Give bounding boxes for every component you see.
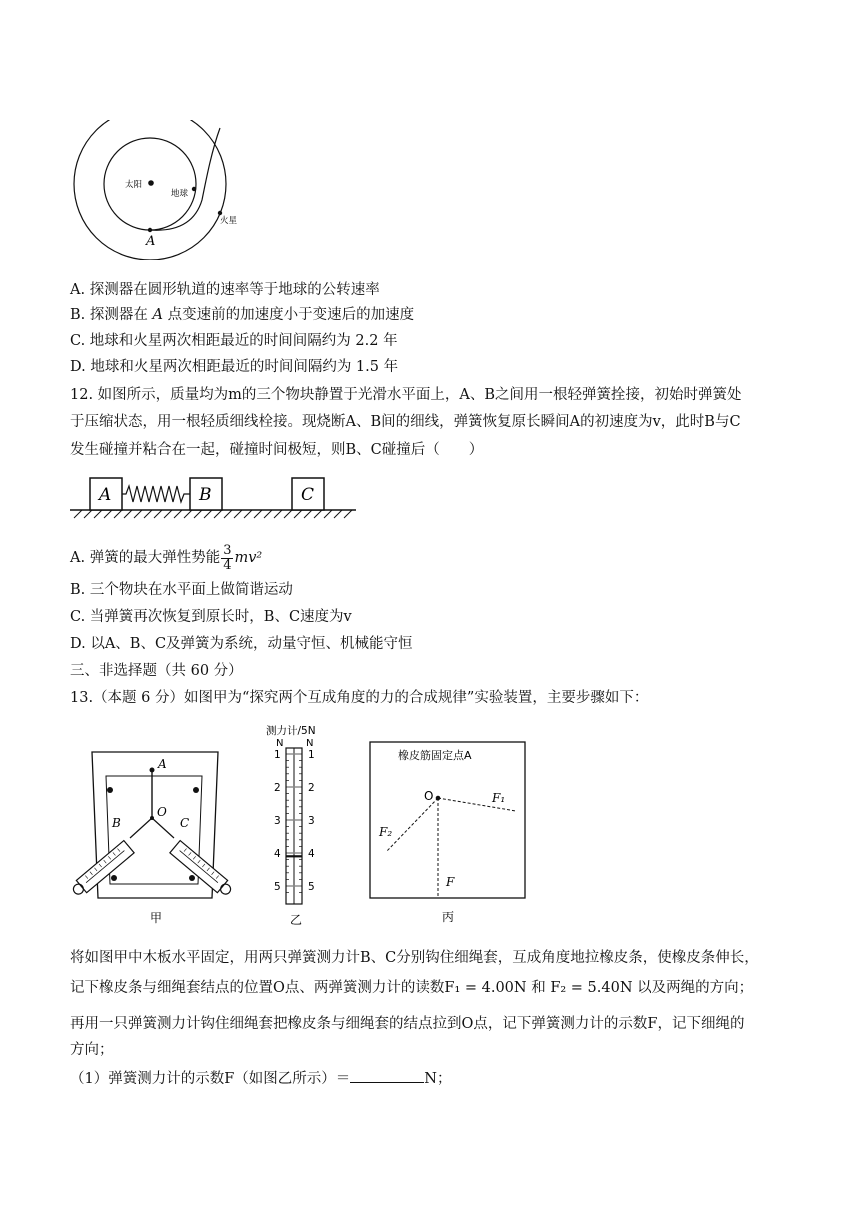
orbit-diagram	[70, 120, 270, 260]
yi-n-left: N	[276, 738, 284, 749]
q12-option-a-post: mv²	[234, 550, 263, 566]
q13-stem: 13.（本题 6 分）如图甲为“探究两个互成角度的力的合成规律”实验装置，主要步骤如下：	[70, 690, 649, 706]
yi-n-right: N	[306, 738, 314, 749]
sun-label: 太阳	[125, 180, 143, 190]
q13-subquestion-1-post: N；	[424, 1071, 452, 1087]
ground-hatch	[74, 510, 352, 518]
bing-label-f: F	[446, 875, 455, 889]
bing-label-o: O	[424, 789, 434, 803]
scale-tick-label: 1	[274, 749, 281, 761]
q11-option-a: A. 探测器在圆形轨道的速率等于地球的公转速率	[70, 282, 380, 298]
figure-bing	[368, 740, 530, 930]
q12-option-a-pre: A. 弹簧的最大弹性势能	[70, 550, 221, 566]
earth-label: 地球	[171, 189, 189, 199]
scale-tick-label: 2	[308, 782, 315, 794]
scale-tick-label: 4	[308, 848, 315, 860]
figure-bing-diagram	[368, 740, 530, 930]
q13-subquestion-1-pre: （1）弹簧测力计的示数F（如图乙所示）＝	[70, 1071, 351, 1087]
q11-option-b	[70, 305, 414, 325]
figure-yi-diagram	[262, 722, 342, 932]
jia-label-o: O	[157, 805, 167, 819]
spring	[122, 486, 190, 502]
block-c-label: C	[301, 485, 315, 505]
force-f2	[386, 798, 438, 852]
block-a-label: A	[99, 485, 112, 505]
q13-paragraph4: 方向；	[70, 1042, 114, 1058]
bing-label-f2: F₂	[379, 825, 393, 839]
jia-label-c: C	[180, 816, 190, 830]
yi-caption: 乙	[290, 913, 303, 927]
q11-option-c: C. 地球和火星两次相距最近的时间间隔约为 2.2 年	[70, 333, 398, 349]
scale-tick-label: 3	[274, 815, 281, 827]
bing-title: 橡皮筋固定点A	[398, 749, 472, 762]
point-a-label: A	[146, 234, 156, 249]
bing-label-f1: F₁	[492, 791, 506, 805]
q12-option-a	[70, 540, 262, 576]
scale-tick-label: 5	[274, 881, 281, 893]
scale-tick-label: 1	[308, 749, 315, 761]
jia-label-b: B	[112, 816, 121, 830]
point-a-dot	[148, 228, 152, 232]
fraction-denominator: 4	[223, 557, 232, 573]
figure-yi	[262, 722, 342, 932]
q11-option-d: D. 地球和火星两次相距最近的时间间隔约为 1.5 年	[70, 359, 399, 375]
q11-option-b-post: 点变速前的加速度小于变速后的加速度	[162, 307, 415, 323]
scale-tick-label: 4	[274, 848, 281, 860]
blocks-diagram	[70, 474, 360, 524]
bing-caption: 丙	[442, 910, 455, 924]
q12-stem-line3: 发生碰撞并粘合在一起，碰撞时间极短，则B、C碰撞后（ ）	[70, 442, 484, 458]
transfer-orbit	[150, 128, 220, 230]
figure-jia-diagram	[70, 748, 240, 928]
earth-dot	[192, 187, 196, 191]
q13-subquestion-1	[70, 1068, 451, 1089]
scale-tick-label: 5	[308, 881, 315, 893]
q11-option-b-pre: B. 探测器在	[70, 307, 153, 323]
fraction-numerator: 3	[223, 542, 232, 558]
q12-option-c: C. 当弹簧再次恢复到原长时，B、C速度为v	[70, 609, 352, 625]
scale-tick-label: 3	[308, 815, 315, 827]
orbit-figure	[70, 120, 270, 260]
q12-stem-line1: 12. 如图所示，质量均为m的三个物块静置于光滑水平面上，A、B之间用一根轻弹簧拴接，初始时弹簧处	[70, 387, 742, 403]
jia-caption: 甲	[150, 911, 163, 925]
q13-paragraph3: 再用一只弹簧测力计钩住细绳套把橡皮条与细绳套的结点拉到O点，记下弹簧测力计的示数F，记下细绳的	[70, 1016, 745, 1032]
q13-paragraph1: 将如图甲中木板水平固定，用两只弹簧测力计B、C分别钩住细绳套，互成角度地拉橡皮条，使橡皮条伸长，	[70, 950, 759, 966]
q11-option-b-var: A	[152, 307, 163, 323]
spring-scale-c	[170, 841, 235, 899]
fraction-3-4	[221, 544, 233, 573]
spring-scale-b	[70, 841, 134, 899]
q13-paragraph2: 记下橡皮条与细绳套结点的位置O点、两弹簧测力计的读数F₁ = 4.00N 和 F₂ = 5.40N 以及两绳的方向；	[70, 980, 754, 996]
mars-label: 火星	[220, 216, 238, 226]
sun-dot	[148, 180, 154, 186]
figure-jia	[70, 748, 240, 928]
section-3-heading: 三、非选择题（共 60 分）	[70, 663, 243, 679]
block-b-label: B	[199, 485, 212, 505]
answer-blank[interactable]	[350, 1068, 424, 1083]
mars-dot	[218, 211, 222, 215]
scale-tick-label: 2	[274, 782, 281, 794]
yi-title: 测力计/5N	[266, 725, 316, 737]
q12-option-d: D. 以A、B、C及弹簧为系统，动量守恒、机械能守恒	[70, 636, 413, 652]
jia-label-a: A	[158, 757, 167, 771]
q12-stem-line2: 于压缩状态，用一根轻质细线栓接。现烧断A、B间的细线，弹簧恢复原长瞬间A的初速度为v，此时B与C	[70, 414, 741, 430]
blocks-figure	[70, 474, 360, 524]
q12-option-b: B. 三个物块在水平面上做简谐运动	[70, 582, 293, 598]
